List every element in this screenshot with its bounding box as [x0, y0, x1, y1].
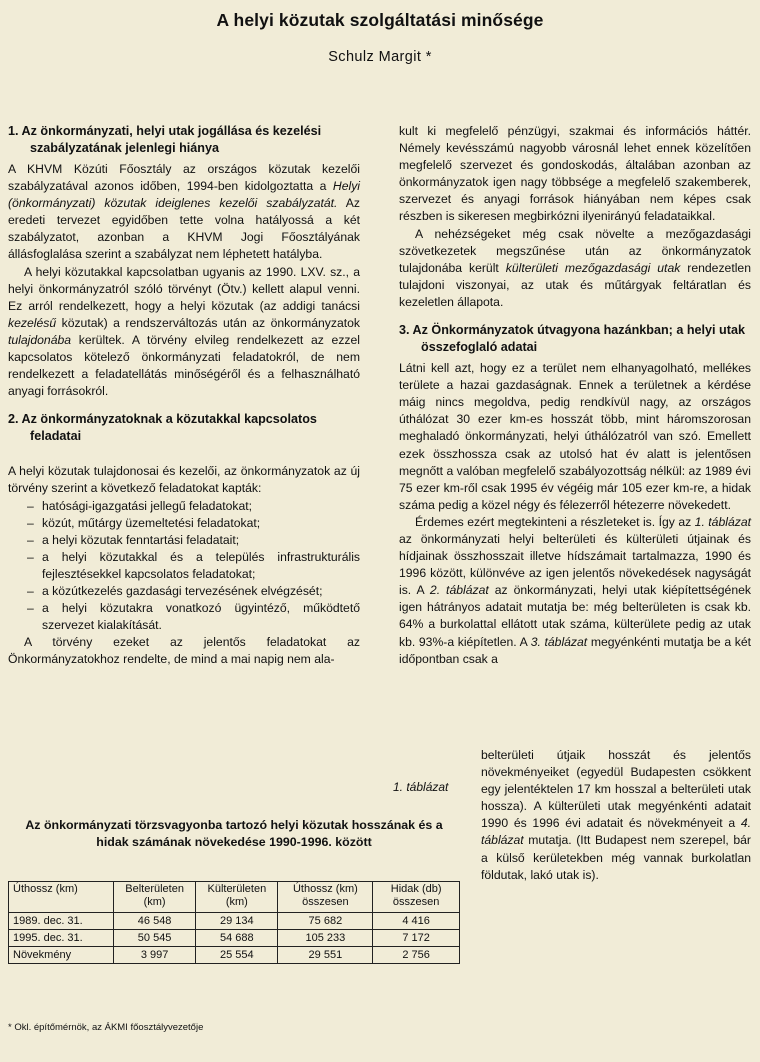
right-column — [399, 123, 751, 668]
table-cell: 1989. dec. 31. — [9, 913, 114, 930]
italic-term: 1. táblázat — [694, 514, 751, 529]
paragraph: Érdemes ezért megtekinteni a részleteket is. Így az 1. táblázat az önkormányzati helyi belterületi és külterületi útjainak és hídjainak összhosszait illetve hídszámait tartalmazza, 1990 és 1996 között, különvéve az igen jelentős növekedések nagyságát is. A 2. táblázat az önkormányzati, helyi utak kiépítettségének igen hátrányos adatait mutatja be: még belterületen is csak kb. 64% a burkolattal ellátott utak száma, külterülete pedig az utak kb. 93%-a kiépítetlen. A 3. táblázat megyénkénti mutatja be a két időpontban csak a — [399, 514, 751, 666]
italic-term: kezelésű — [8, 315, 57, 330]
wrapped-paragraph: belterületi útjaik hosszát és jelentős növekményeiket (egyedül Budapesten csökkent egy jelentéktelen 17 km hosszal a belterületi utak hossza). A külterületi utak megyénkénti adatait 1990 és 1996 évi adatait és növekményeit a 4. táblázat mutatja. (Itt Budapest nem szerepel, bár a külső kerületekben még vannak burkolatlan földutak, lakó utak is). — [481, 748, 751, 882]
column-header: Úthossz (km) — [9, 882, 114, 913]
list-item: – hatósági-igazgatási jellegű feladatokat; — [8, 498, 360, 515]
table-cell: 2 756 — [373, 947, 460, 964]
column-header: Úthossz (km) összesen — [278, 882, 373, 913]
section-heading-2: 2. Az önkormányzatoknak a közutakkal kapcsolatos feladatai — [8, 412, 317, 444]
left-column — [8, 123, 360, 668]
table-cell: 1995. dec. 31. — [9, 930, 114, 947]
table-cell: 3 997 — [114, 947, 196, 964]
table-cell: 29 134 — [196, 913, 278, 930]
list-item: – a helyi közutakkal és a település infrastrukturális fejlesztésekkel kapcsolatos feladatokat; — [8, 549, 360, 583]
table-label: 1. táblázat — [393, 780, 449, 794]
table-cell: 4 416 — [373, 913, 460, 930]
article-title: A helyi közutak szolgáltatási minősége — [216, 10, 544, 30]
table-cell: 46 548 — [114, 913, 196, 930]
table-cell: 7 172 — [373, 930, 460, 947]
paragraph: A nehézségeket még csak növelte a mezőgazdasági szövetkezetek megszűnése után az önkormányzatok tulajdonába került külterületi mezőgazdasági utak rendezetlen tulajdoni viszonyai, az utak és műtárgyak feltáratlan és kezeletlen állapota. — [399, 226, 751, 309]
paragraph: A helyi közutakkal kapcsolatban ugyanis az 1990. LXV. sz., a helyi önkormányzatról szóló törvényt (Ötv.) kellett alapul venni. Ez arról rendelkezett, hogy a helyi közutak (az addigi tanácsi kezelésű közutak) a rendszerváltozás után az önkormányzatok tulajdonába kerültek. A törvény elvileg rendelkezett az ezzel kapcsolatos kötelező önkormányzati feladatokról, de nem rendelkezett a feladatellátás minőségéről és a felhasználható anyagi forrásokról. — [8, 264, 360, 399]
table-cell: 50 545 — [114, 930, 196, 947]
paragraph: kult ki megfelelő pénzügyi, szakmai és információs háttér. Némely kevésszámú nagyobb városnál lehet ennek közelítően megfelelő szervezet és gondoskodás, általában azonban az önkormányzatok igen nagy többsége a megfelelő szakemberek, szervezet és anyagi források hiányában nem képes csak részben is sikeresen megbirkózni ilyenirányú feladataikkal. — [399, 124, 751, 224]
paragraph: A helyi közutak tulajdonosai és kezelői, az önkormányzatok az új törvény szerint a következő feladatokat kapták: — [8, 464, 360, 496]
italic-term: 3. táblázat — [530, 634, 588, 649]
table-row — [9, 930, 460, 947]
italic-term: külterületi mezőgazdasági utak — [505, 260, 681, 275]
section-heading-3: 3. Az Önkormányzatok útvagyona hazánkban; a helyi utak összefoglaló adatai — [399, 323, 745, 355]
table-row — [9, 913, 460, 930]
italic-term: tulajdonába — [8, 332, 72, 347]
list-item: – a közútkezelés gazdasági tervezésének elvégzését; — [8, 583, 360, 600]
data-table — [8, 881, 460, 964]
column-header: Belterületen (km) — [114, 882, 196, 913]
italic-term: 4. táblázat — [481, 816, 751, 848]
table-header-row — [9, 882, 460, 913]
footnote: * Okl. építőmérnök, az ÁKMI főosztályvezetője — [8, 1022, 204, 1033]
paragraph: A KHVM Közúti Főosztály az országos közutak kezelői szabályzatával azonos időben, 1994-ben kidolgoztatta a Helyi (önkormányzati) közutak ideiglenes kezelői szabályzatát. Az eredeti tervezet egyidőben tette volna hatályossá a két szabályzatot, azonban a KHVM Jogi Főosztályának állásfoglalása szerint a szabályzat nem léphetett hatályba. — [8, 162, 360, 262]
column-header: Hidak (db) összesen — [373, 882, 460, 913]
list-item: – a helyi közutak fenntartási feladatait; — [8, 532, 360, 549]
paragraph: A törvény ezeket az jelentős feladatokat az Önkormányzatokhoz rendelte, de mind a mai napig nem ala- — [8, 635, 360, 667]
italic-term: 2. táblázat — [429, 583, 489, 598]
list-item: – közút, műtárgy üzemeltetési feladatokat; — [8, 515, 360, 532]
section-heading-1: 1. Az önkormányzati, helyi utak jogállása és kezelési szabályzatának jelenlegi hiánya — [8, 124, 322, 155]
italic-term: Helyi (önkormányzati) közutak ideiglenes kezelői szabályzatát. — [8, 179, 360, 211]
task-list — [8, 498, 360, 635]
article-author: Schulz Margit * — [328, 49, 432, 65]
table-row — [9, 947, 460, 964]
table-cell: 105 233 — [278, 930, 373, 947]
table-cell: 75 682 — [278, 913, 373, 930]
column-header: Külterületen (km) — [196, 882, 278, 913]
table-cell: 25 554 — [196, 947, 278, 964]
list-item: – a helyi közutakra vonatkozó ügyintéző, működtető szervezet kialakítását. — [8, 600, 360, 634]
table-title: Az önkormányzati törzsvagyonba tartozó helyi közutak hosszának és a hidak számának növekedése 1990-1996. között — [25, 818, 443, 849]
table-cell: Növekmény — [9, 947, 114, 964]
table-cell: 29 551 — [278, 947, 373, 964]
paragraph: Látni kell azt, hogy ez a terület nem elhanyagolható, mellékes területe a hazai gazdaságnak. Ennek a területnek a kérdése máig nincs megoldva, pedig rendkívül nagy, az országos úthálózat 30 ezer km-es hosszát több, mint háromszorosan meghaladó önkormányzati, helyi úthálózatról van szó. Emellett ezek összhossza csak az utolsó hat év alatt is jelentősen megnőtt a valóban megfelelő szabályozottság nélkül: az 1989 évi 75 ezer km-ről csak 1995 év végéig már 105 ezer km-re, a hidak száma pedig a közel négy és félezerről hétezerre növekedett. — [399, 361, 751, 512]
table-cell: 54 688 — [196, 930, 278, 947]
